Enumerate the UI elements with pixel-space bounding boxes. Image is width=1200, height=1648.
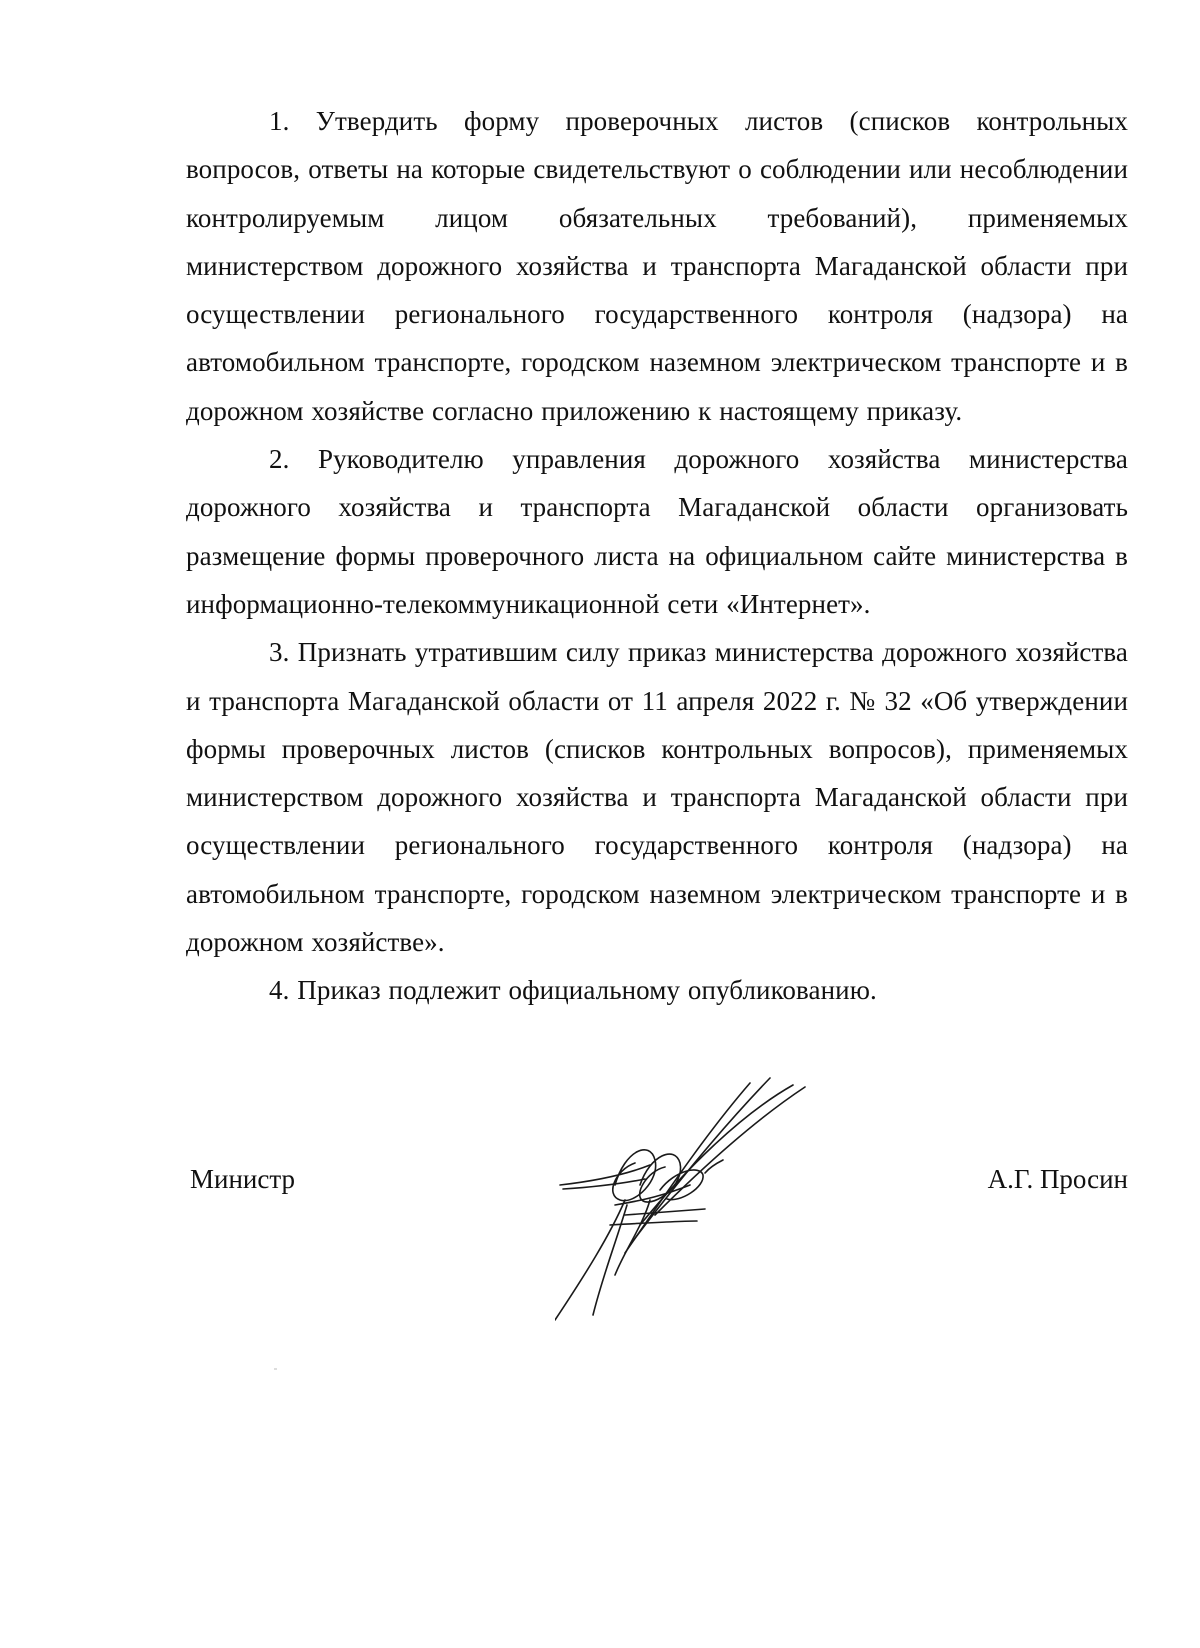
signer-position: Министр <box>190 1164 295 1194</box>
paragraph-2: 2. Руководителю управления дорожного хозяйства министерства дорожного хозяйства и транспорта Магаданской области организовать размещение формы проверочного листа на официальном сайте министерства в информационно-телекоммуникационной сети «Интернет». <box>186 444 1128 619</box>
signer-name: А.Г. Просин <box>987 1164 1128 1194</box>
paragraph-1: 1. Утвердить форму проверочных листов (списков контрольных вопросов, ответы на которые свидетельствуют о соблюдении или несоблюдении контролируемым лицом обязательных требований), применяемых министерством дорожного хозяйства и транспорта Магаданской области при осуществлении регионального государственного контроля (надзора) на автомобильном транспорте, городском наземном электрическом транспорте и в дорожном хозяйстве согласно приложению к настоящему приказу. <box>186 106 1128 426</box>
scan-artifact <box>274 1368 277 1370</box>
paragraph-4: 4. Приказ подлежит официальному опубликованию. <box>269 975 877 1006</box>
handwritten-signature <box>555 1075 835 1325</box>
paragraph-3: 3. Признать утратившим силу приказ министерства дорожного хозяйства и транспорта Магаданской области от 11 апреля 2022 г. № 32 «Об утверждении формы проверочных листов (списков контрольных вопросов), применяемых министерством дорожного хозяйства и транспорта Магаданской области при осуществлении регионального государственного контроля (надзора) на автомобильном транспорте, городском наземном электрическом транспорте и в дорожном хозяйстве». <box>186 637 1128 958</box>
document-body <box>186 97 1128 1015</box>
